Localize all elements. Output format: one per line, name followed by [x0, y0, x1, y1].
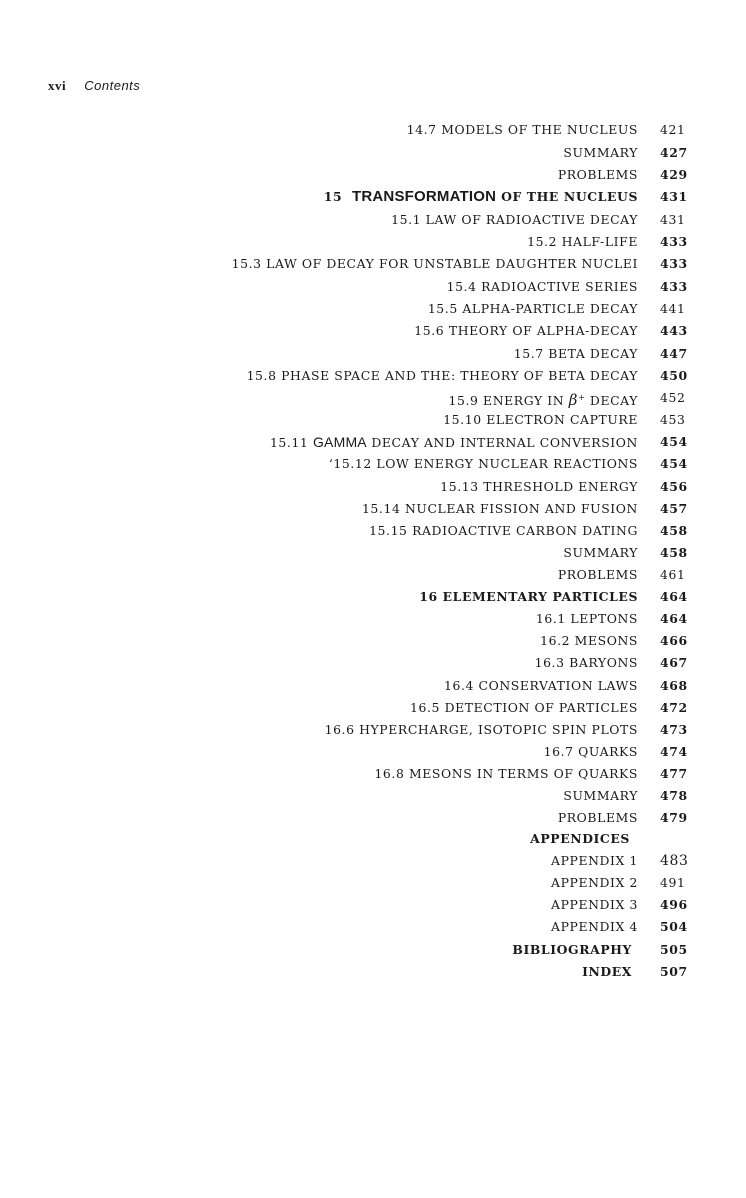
toc-entry-page: 473 — [660, 722, 688, 737]
toc-entry-page: 454 — [660, 456, 688, 471]
toc-entry-title: APPENDIX 4 — [551, 919, 638, 934]
entry-text-before: 15.11 — [269, 435, 313, 450]
toc-entry — [0, 940, 746, 960]
toc-entry — [0, 432, 746, 452]
toc-entry — [0, 120, 746, 140]
toc-entry-page: 479 — [660, 810, 688, 825]
toc-entry-page: 452 — [660, 390, 686, 405]
toc-entry-page: 504 — [660, 919, 688, 934]
toc-entry-title — [324, 187, 638, 207]
toc-entry-title: PROBLEMS — [557, 810, 638, 825]
toc-entry — [0, 698, 746, 718]
toc-entry-page: 507 — [660, 964, 688, 979]
toc-entry — [0, 143, 746, 163]
toc-entry-title: 16.1 LEPTONS — [535, 611, 638, 626]
beta-symbol: β — [568, 391, 579, 410]
toc-entry — [0, 851, 746, 871]
toc-entry-page: 429 — [660, 167, 688, 182]
toc-entry-page: 456 — [660, 479, 688, 494]
toc-entry-title: APPENDIX 2 — [551, 875, 638, 890]
toc-entry — [0, 277, 746, 297]
toc-entry-title: 14.7 MODELS OF THE NUCLEUS — [406, 122, 638, 137]
toc-entry — [0, 565, 746, 585]
toc-entry — [0, 454, 746, 474]
toc-entry-title: PROBLEMS — [557, 167, 638, 182]
toc-entry-page: 427 — [660, 145, 688, 160]
toc-entry — [0, 543, 746, 563]
toc-entry-title: INDEX — [582, 964, 632, 979]
toc-entry-title: 16.3 BARYONS — [534, 655, 638, 670]
toc-entry — [0, 653, 746, 673]
toc-entry-title: 15.1 LAW OF RADIOACTIVE DECAY — [391, 212, 638, 227]
toc-entry-page: 483 — [660, 853, 689, 869]
toc-entry-page: 447 — [660, 346, 688, 361]
toc-entry-page: 461 — [660, 567, 686, 582]
toc-entry-page: 431 — [660, 189, 688, 204]
toc-entry — [0, 895, 746, 915]
toc-entry-title: APPENDIX 1 — [551, 853, 638, 868]
toc-entry-title: 15.13 THRESHOLD ENERGY — [440, 479, 638, 494]
toc-entry-title: 15.6 THEORY OF ALPHA-DECAY — [414, 323, 638, 338]
toc-entry-title: 16.6 HYPERCHARGE, ISOTOPIC SPIN PLOTS — [324, 722, 638, 737]
toc-entry-page: 474 — [660, 744, 688, 759]
running-header — [48, 78, 140, 94]
toc-entry-title: APPENDICES — [530, 831, 630, 846]
toc-entry-page: 491 — [660, 875, 686, 890]
toc-entry-page: 457 — [660, 501, 688, 516]
toc-entry-title: 15.2 HALF-LIFE — [527, 234, 638, 249]
toc-entry-page: 450 — [660, 368, 688, 383]
toc-entry — [0, 232, 746, 252]
toc-entry-page: 458 — [660, 545, 688, 560]
toc-entry-title — [449, 388, 638, 411]
toc-entry — [0, 388, 746, 408]
toc-entry-title: BIBLIOGRAPHY — [512, 942, 632, 957]
toc-entry-page: 477 — [660, 766, 688, 781]
chapter-title-main: TRANSFORMATION — [352, 188, 497, 205]
toc-entry-title: 15.7 BETA DECAY — [513, 346, 638, 361]
toc-entry — [0, 720, 746, 740]
toc-entry-page: 421 — [660, 122, 686, 137]
toc-entry — [0, 254, 746, 274]
toc-entry-page: 505 — [660, 942, 688, 957]
toc-entry-title: PROBLEMS — [557, 567, 638, 582]
toc-chapter-entry — [0, 187, 746, 207]
toc-entry — [0, 165, 746, 185]
toc-entry-title: 15.10 ELECTRON CAPTURE — [443, 412, 638, 427]
toc-entry-title: SUMMARY — [563, 788, 638, 803]
toc-entry — [0, 477, 746, 497]
entry-text-large: GAMMA — [312, 434, 367, 450]
toc-chapter-entry — [0, 587, 746, 607]
toc-entry — [0, 676, 746, 696]
toc-entry-page: 478 — [660, 788, 688, 803]
toc-entry-title: SUMMARY — [563, 545, 638, 560]
toc-entry-page: 466 — [660, 633, 688, 648]
toc-entry-title: 16.4 CONSERVATION LAWS — [444, 678, 638, 693]
toc-entry-title: 16.5 DETECTION OF PARTICLES — [410, 700, 638, 715]
toc-entry-page: 433 — [660, 279, 688, 294]
running-title: Contents — [84, 78, 141, 93]
toc-entry — [0, 410, 746, 430]
toc-entry-title — [270, 432, 638, 453]
toc-entry-title: 16.8 MESONS IN TERMS OF QUARKS — [374, 766, 638, 781]
toc-entry-title: 15.3 LAW OF DECAY FOR UNSTABLE DAUGHTER NUCLEI — [231, 256, 638, 271]
toc-entry — [0, 210, 746, 230]
chapter-number: 15 — [323, 189, 343, 204]
toc-entry-page: 433 — [660, 234, 688, 249]
chapter-title-rest: OF THE NUCLEUS — [496, 189, 638, 204]
toc-entry-page: 454 — [660, 434, 688, 449]
entry-text-after: DECAY — [585, 393, 638, 409]
toc-entry-page: 496 — [660, 897, 688, 912]
toc-entry — [0, 321, 746, 341]
page-folio: xvi — [48, 78, 67, 93]
toc-entry-page: 443 — [660, 323, 688, 338]
toc-entry-title: APPENDIX 3 — [551, 897, 638, 912]
toc-entry-page: 467 — [660, 655, 688, 670]
toc-entry — [0, 917, 746, 937]
toc-entry-page: 468 — [660, 678, 688, 693]
toc-entry — [0, 631, 746, 651]
toc-entry — [0, 299, 746, 319]
toc-entry — [0, 742, 746, 762]
toc-entry-page: 431 — [660, 212, 686, 227]
toc-entry-page: 458 — [660, 523, 688, 538]
toc-entry-title: 15.15 RADIOACTIVE CARBON DATING — [369, 523, 638, 538]
toc-entry-title: 15.4 RADIOACTIVE SERIES — [446, 279, 638, 294]
toc-entry — [0, 962, 746, 982]
entry-text-before: 15.9 ENERGY IN — [448, 393, 569, 409]
toc-entry-title: SUMMARY — [563, 145, 638, 160]
toc-entry — [0, 764, 746, 784]
toc-entry-title: ‘15.12 LOW ENERGY NUCLEAR REACTIONS — [328, 456, 638, 471]
toc-entry-page: 472 — [660, 700, 688, 715]
toc-entry-title: 15.8 PHASE SPACE AND THE: THEORY OF BETA DECAY — [246, 368, 638, 383]
toc-entry — [0, 344, 746, 364]
beta-superscript: + — [578, 393, 586, 402]
toc-entry-page: 433 — [660, 256, 688, 271]
toc-entry-title: 15.5 ALPHA-PARTICLE DECAY — [427, 301, 638, 316]
toc-entry — [0, 499, 746, 519]
toc-entry — [0, 808, 746, 828]
toc-entry — [0, 873, 746, 893]
entry-text-after: DECAY AND INTERNAL CONVERSION — [366, 435, 638, 450]
toc-entry-title: 16 ELEMENTARY PARTICLES — [419, 589, 638, 604]
toc-entry-page: 464 — [660, 611, 688, 626]
toc-entry-page: 453 — [660, 412, 686, 427]
toc-entry-page: 464 — [660, 589, 688, 604]
toc-entry-title: 15.14 NUCLEAR FISSION AND FUSION — [361, 501, 638, 516]
toc-entry-page: 441 — [660, 301, 686, 316]
toc-entry — [0, 609, 746, 629]
toc-entry-title: 16.2 MESONS — [540, 633, 638, 648]
toc-entry — [0, 521, 746, 541]
toc-entry — [0, 366, 746, 386]
toc-entry-title: 16.7 QUARKS — [543, 744, 638, 759]
toc-section-heading — [0, 829, 746, 849]
toc-entry — [0, 786, 746, 806]
